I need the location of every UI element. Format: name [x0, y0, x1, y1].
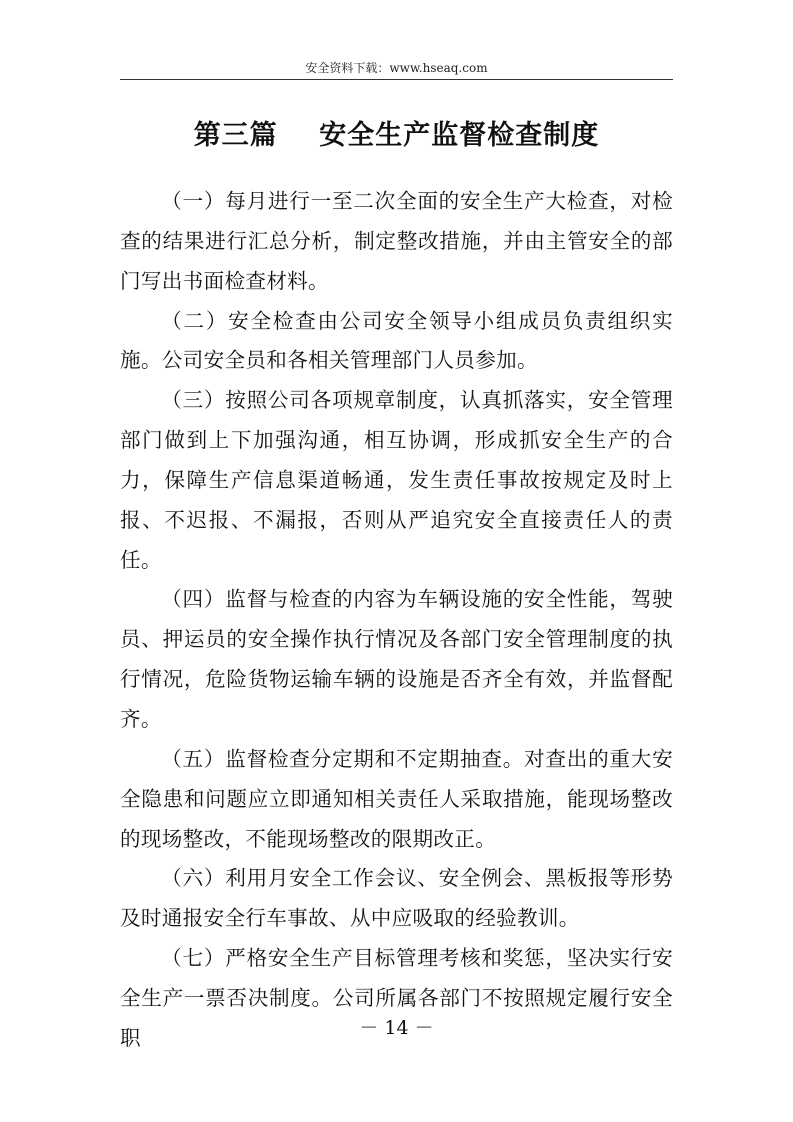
paragraph: （六）利用月安全工作会议、安全例会、黑板报等形势及时通报安全行车事故、从中应吸取的经验教训。	[120, 866, 673, 931]
page-header: 安全资料下载：www.hseaq.com	[305, 61, 488, 75]
paragraph: （四）监督与检查的内容为车辆设施的安全性能，驾驶员、押运员的安全操作执行情况及各部门安全管理制度的执行情况，危险货物运输车辆的设施是否齐全有效，并监督配齐。	[120, 587, 673, 731]
document-title: 第三篇 安全生产监督检查制度	[193, 120, 600, 151]
document-body	[120, 182, 673, 1059]
paragraph: （五）监督检查分定期和不定期抽查。对查出的重大安全隐患和问题应立即通知相关责任人采取措施，能现场整改的现场整改，不能现场整改的限期改正。	[120, 746, 673, 851]
header-divider	[120, 79, 673, 80]
paragraph: （三）按照公司各项规章制度，认真抓落实，安全管理部门做到上下加强沟通，相互协调，形成抓安全生产的合力，保障生产信息渠道畅通，发生责任事故按规定及时上报、不迟报、不漏报，否则从严追究安全直接责任人的责任。	[120, 388, 673, 572]
paragraph: （七）严格安全生产目标管理考核和奖惩，坚决实行安全生产一票否决制度。公司所属各部门不按照规定履行安全职	[120, 946, 673, 1050]
paragraph: （二）安全检查由公司安全领导小组成员负责组织实施。公司安全员和各相关管理部门人员参加。	[120, 308, 673, 373]
page-number: － 14 －	[359, 1017, 434, 1039]
paragraph: （一）每月进行一至二次全面的安全生产大检查，对检查的结果进行汇总分析，制定整改措施，并由主管安全的部门写出书面检查材料。	[120, 189, 673, 293]
